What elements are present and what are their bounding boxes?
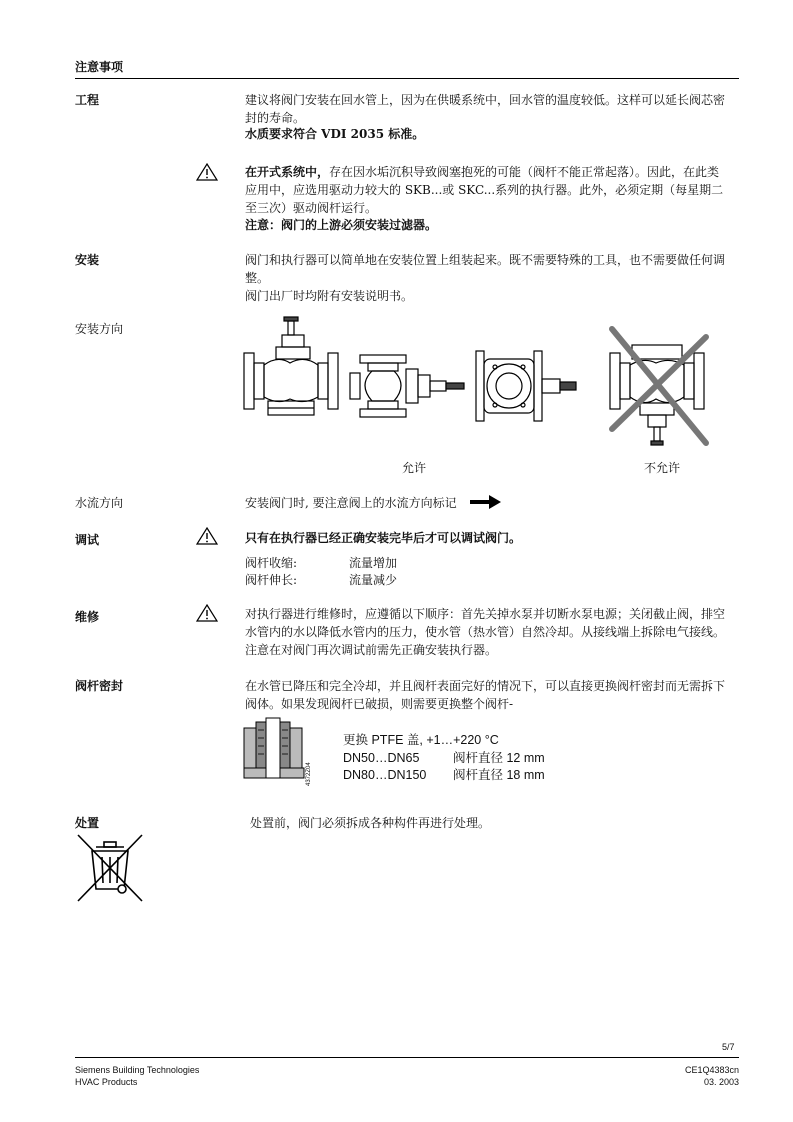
spec-dn-large: DN80…DN150 bbox=[343, 768, 427, 782]
section-label-flow: 水流方向 bbox=[75, 496, 124, 510]
figure-code: 4372Z04 bbox=[306, 762, 312, 786]
orientation-allowed-caption: 允许 bbox=[402, 461, 427, 475]
water-quality-note: 水质要求符合 VDI 2035 标准。 bbox=[245, 127, 425, 141]
maintenance-paragraph: 对执行器进行维修时，应遵循以下顺序：首先关掉水泵并切断水泵电源；关闭截止阀，排空水管内的水以降低水管内的压力，使水管（热水管）自然冷却。从接线端上拆除电气接线。注意在对阀门再次调试前需先正确安装执行器。 bbox=[245, 607, 726, 657]
flow-arrow-icon bbox=[470, 495, 502, 509]
orientation-not-allowed-caption: 不允许 bbox=[644, 461, 681, 475]
spec-stem-small: 阀杆直径 12 mm bbox=[453, 751, 545, 765]
not-allowed-cross-icon bbox=[612, 329, 706, 443]
header-rule bbox=[75, 78, 739, 79]
engineering-paragraph: 建议将阀门安装在回水管上，因为在供暖系统中，回水管的温度较低。这样可以延长阀芯密封的寿命。 bbox=[245, 93, 726, 125]
footer-division: HVAC Products bbox=[75, 1077, 138, 1087]
page-title: 注意事项 bbox=[75, 60, 124, 74]
page-number: 5/7 bbox=[722, 1042, 735, 1052]
valve-upright-illustration bbox=[244, 317, 338, 415]
spec-stem-large: 阀杆直径 18 mm bbox=[453, 768, 545, 782]
flow-direction-text: 安装阀门时, 要注意阀上的水流方向标记 bbox=[245, 496, 457, 510]
disposal-text: 处置前，阀门必须拆成各种构件再进行处理。 bbox=[250, 816, 491, 830]
open-system-warning-body: 存在因水垢沉积导致阀塞抱死的可能（阀杆不能正常起落）。因此，在此类应用中，应选用驱动力较大的 SKB...或 SKC...系列的执行器。此外，必须定期（每星期二至三次）驱动阀杆运行。 bbox=[245, 165, 724, 215]
valve-inverted-illustration bbox=[610, 345, 704, 445]
section-label-commissioning: 调试 bbox=[75, 533, 100, 547]
stem-retract-label: 阀杆收缩: bbox=[245, 556, 298, 570]
install-instructions-note: 阀门出厂时均附有安装说明书。 bbox=[245, 289, 414, 303]
spec-dn-small: DN50…DN65 bbox=[343, 751, 420, 765]
install-paragraph: 阀门和执行器可以简单地在安装位置上组装起来。既不需要特殊的工具，也不需要做任何调整。 bbox=[245, 253, 726, 285]
section-label-stem-seal: 阀杆密封 bbox=[75, 679, 124, 693]
footer-rule bbox=[75, 1057, 739, 1058]
filter-note: 注意：阀门的上游必须安装过滤器。 bbox=[245, 218, 438, 232]
footer-date: 03. 2003 bbox=[703, 1077, 739, 1087]
orientation-diagrams bbox=[240, 315, 720, 450]
commissioning-warning: 只有在执行器已经正确安装完毕后才可以调试阀门。 bbox=[245, 531, 522, 545]
footer-company: Siemens Building Technologies bbox=[75, 1065, 200, 1075]
section-label-maintenance: 维修 bbox=[75, 610, 100, 624]
section-label-orientation: 安装方向 bbox=[75, 322, 124, 336]
warning-triangle-icon bbox=[196, 604, 218, 622]
open-system-warning-lead: 在开式系统中， bbox=[245, 165, 330, 179]
section-label-engineering: 工程 bbox=[75, 93, 100, 107]
weee-crossed-bin-icon bbox=[76, 833, 144, 903]
valve-front-illustration bbox=[476, 351, 576, 421]
ptfe-replace-line: 更换 PTFE 盖, +1…+220 °C bbox=[343, 733, 499, 747]
footer-doc-code: CE1Q4383cn bbox=[684, 1065, 739, 1075]
warning-triangle-icon bbox=[196, 163, 218, 181]
section-label-disposal: 处置 bbox=[75, 816, 100, 830]
section-label-install: 安装 bbox=[75, 253, 100, 267]
stem-extend-value: 流量减少 bbox=[349, 573, 398, 587]
open-system-warning bbox=[245, 163, 730, 217]
valve-horizontal-illustration bbox=[350, 355, 464, 417]
stem-extend-label: 阀杆伸长: bbox=[245, 573, 298, 587]
warning-triangle-icon bbox=[196, 527, 218, 545]
stem-seal-paragraph: 在水管已降压和完全冷却，并且阀杆表面完好的情况下，可以直接更换阀杆密封而无需拆下阀体。如果发现阀杆已破损，则需要更换整个阀杆- bbox=[245, 679, 726, 711]
stem-retract-value: 流量增加 bbox=[349, 556, 398, 570]
